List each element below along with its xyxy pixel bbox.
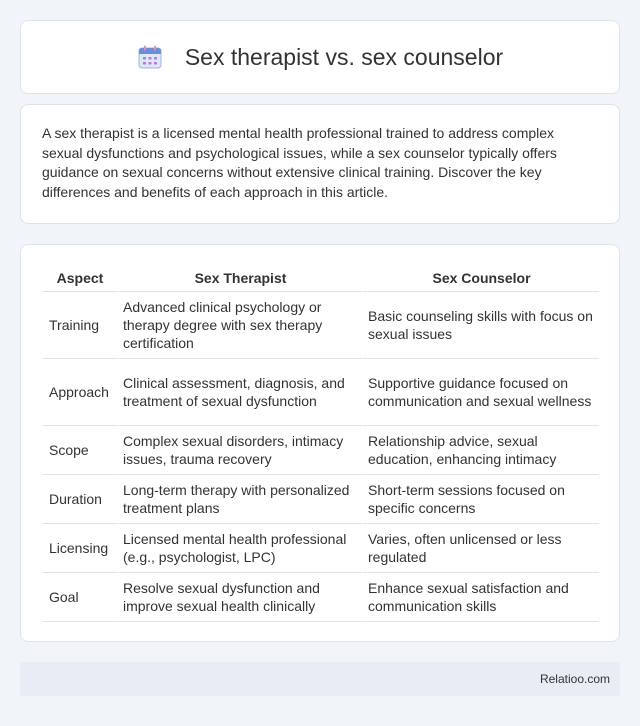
therapist-cell: Long-term therapy with personalized treatment plans	[117, 475, 362, 524]
counselor-cell: Basic counseling skills with focus on sexual issues	[362, 292, 599, 359]
footer	[20, 662, 620, 696]
aspect-cell: Duration	[43, 475, 117, 524]
table-header-row	[43, 265, 599, 292]
table-row	[43, 475, 599, 524]
table-row	[43, 359, 599, 426]
therapist-cell: Advanced clinical psychology or therapy degree with sex therapy certification	[117, 292, 362, 359]
table-row	[43, 426, 599, 475]
aspect-cell: Approach	[43, 359, 117, 426]
aspect-cell: Scope	[43, 426, 117, 475]
therapist-cell: Complex sexual disorders, intimacy issues, trauma recovery	[117, 426, 362, 475]
table-row	[43, 573, 599, 622]
intro-card	[20, 104, 620, 224]
table-row	[43, 292, 599, 359]
header-sex-counselor: Sex Counselor	[362, 265, 599, 292]
header-sex-therapist: Sex Therapist	[117, 265, 362, 292]
footer-site-name: Relatioo.com	[539, 672, 610, 686]
aspect-cell: Goal	[43, 573, 117, 622]
intro-paragraph: A sex therapist is a licensed mental health professional trained to address complex sexual dysfunctions and psychological issues, while a sex counselor typically offers guidance on sexual concerns without extensive clinical training. Discover the key differences and benefits of each approach in this article.	[42, 125, 557, 200]
counselor-cell: Enhance sexual satisfaction and communication skills	[362, 573, 599, 622]
table-row	[43, 524, 599, 573]
counselor-cell: Varies, often unlicensed or less regulated	[362, 524, 599, 573]
calendar-icon	[137, 44, 163, 70]
comparison-table	[43, 265, 599, 622]
counselor-cell: Supportive guidance focused on communication and sexual wellness	[362, 359, 599, 426]
counselor-cell: Relationship advice, sexual education, enhancing intimacy	[362, 426, 599, 475]
therapist-cell: Clinical assessment, diagnosis, and treatment of sexual dysfunction	[117, 359, 362, 426]
aspect-cell: Licensing	[43, 524, 117, 573]
header-aspect: Aspect	[43, 265, 117, 292]
counselor-cell: Short-term sessions focused on specific concerns	[362, 475, 599, 524]
aspect-cell: Training	[43, 292, 117, 359]
comparison-card	[20, 244, 620, 642]
therapist-cell: Licensed mental health professional (e.g., psychologist, LPC)	[117, 524, 362, 573]
therapist-cell: Resolve sexual dysfunction and improve sexual health clinically	[117, 573, 362, 622]
title-card	[20, 20, 620, 94]
page-title: Sex therapist vs. sex counselor	[184, 43, 504, 70]
